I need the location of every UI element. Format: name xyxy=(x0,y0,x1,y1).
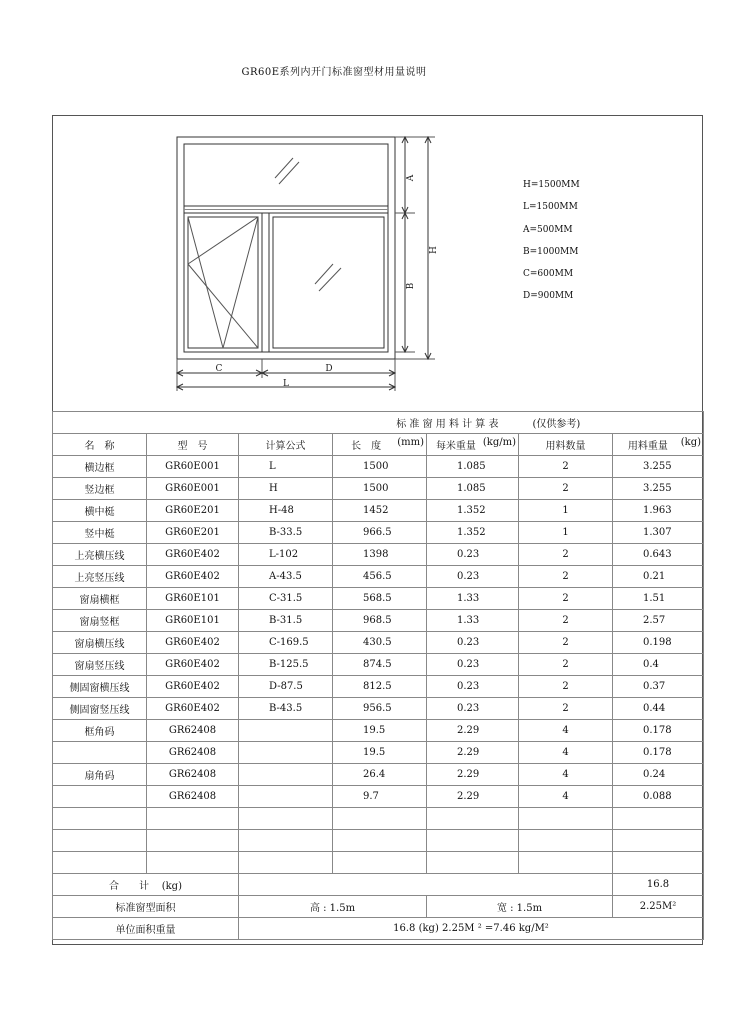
header-length-unit: (mm) xyxy=(397,437,424,448)
cell-qty: 4 xyxy=(519,742,613,764)
spec-a: A=500MM xyxy=(523,224,573,235)
header-weight-label: 每米重量 xyxy=(435,441,476,452)
table-row xyxy=(53,786,704,808)
cell-model: GR62408 xyxy=(147,742,239,764)
cell-total: 0.088 xyxy=(613,786,704,808)
dim-label-a: A xyxy=(406,174,416,182)
cell-model: GR60E402 xyxy=(147,676,239,698)
header-formula: 计算公式 xyxy=(239,434,333,456)
cell-weight: 0.23 xyxy=(427,654,519,676)
blank-row xyxy=(53,852,704,874)
cell-formula xyxy=(239,742,333,764)
header-weight-unit: (kg/m) xyxy=(482,437,516,448)
cell-qty: 4 xyxy=(519,786,613,808)
area-width: 宽 : 1.5m xyxy=(427,896,613,918)
spec-b: B=1000MM xyxy=(523,246,579,257)
cell-weight: 1.33 xyxy=(427,588,519,610)
cell-model: GR60E402 xyxy=(147,544,239,566)
dim-label-b: B xyxy=(406,282,416,290)
header-total-label: 用料重量 xyxy=(627,441,668,452)
cell-length: 812.5 xyxy=(333,676,427,698)
cell-name: 扇角码 xyxy=(53,764,147,786)
cell-formula: H-48 xyxy=(239,500,333,522)
cell-weight: 1.352 xyxy=(427,500,519,522)
window-drawing xyxy=(53,116,704,412)
cell-formula xyxy=(239,764,333,786)
blank-row xyxy=(53,830,704,852)
cell-model: GR60E402 xyxy=(147,566,239,588)
unit-weight-label: 单位面积重量 xyxy=(53,918,239,940)
total-unit: (kg) xyxy=(161,881,182,892)
cell-weight: 0.23 xyxy=(427,544,519,566)
cell-name: 竖边框 xyxy=(53,478,147,500)
cell-qty: 2 xyxy=(519,544,613,566)
unit-weight-value: 16.8 (kg) 2.25M ² =7.46 kg/M² xyxy=(239,918,704,940)
table-note: (仅供参考) xyxy=(519,412,704,434)
cell-total: 0.178 xyxy=(613,720,704,742)
cell-length: 1500 xyxy=(333,456,427,478)
header-total-unit: (kg) xyxy=(680,437,701,448)
cell-weight: 0.23 xyxy=(427,632,519,654)
header-model: 型 号 xyxy=(147,434,239,456)
header-weight xyxy=(427,434,519,456)
table-row xyxy=(53,654,704,676)
table-row xyxy=(53,610,704,632)
cell-total: 1.51 xyxy=(613,588,704,610)
cell-model: GR62408 xyxy=(147,786,239,808)
cell-total: 0.44 xyxy=(613,698,704,720)
document-frame xyxy=(52,115,703,945)
cell-qty: 2 xyxy=(519,698,613,720)
cell-model: GR60E101 xyxy=(147,588,239,610)
cell-weight: 2.29 xyxy=(427,742,519,764)
document-title: GR60E系列内开门标准窗型材用量说明 xyxy=(241,67,427,78)
cell-formula: L xyxy=(239,456,333,478)
outer-frame xyxy=(177,137,395,359)
cell-length: 874.5 xyxy=(333,654,427,676)
cell-model: GR60E001 xyxy=(147,456,239,478)
unit-weight-row xyxy=(53,918,704,940)
table-row xyxy=(53,500,704,522)
cell-total: 0.37 xyxy=(613,676,704,698)
cell-length: 966.5 xyxy=(333,522,427,544)
dimension-specs xyxy=(523,174,580,308)
cell-formula: L-102 xyxy=(239,544,333,566)
table-row xyxy=(53,676,704,698)
table-row xyxy=(53,720,704,742)
cell-name: 横中梃 xyxy=(53,500,147,522)
total-row xyxy=(53,874,704,896)
area-value: 2.25M² xyxy=(613,896,704,918)
cell-qty: 2 xyxy=(519,456,613,478)
spec-l: L=1500MM xyxy=(523,202,578,213)
cell-name: 侧固窗竖压线 xyxy=(53,698,147,720)
cell-weight: 0.23 xyxy=(427,698,519,720)
cell-length: 568.5 xyxy=(333,588,427,610)
table-row xyxy=(53,588,704,610)
inner-frame xyxy=(184,144,388,352)
cell-length: 19.5 xyxy=(333,742,427,764)
cell-total: 0.178 xyxy=(613,742,704,764)
cell-formula: B-31.5 xyxy=(239,610,333,632)
cell-total: 0.24 xyxy=(613,764,704,786)
cell-formula: D-87.5 xyxy=(239,676,333,698)
cell-qty: 2 xyxy=(519,676,613,698)
cell-formula: C-169.5 xyxy=(239,632,333,654)
cell-formula: B-43.5 xyxy=(239,698,333,720)
cell-qty: 2 xyxy=(519,588,613,610)
cell-formula xyxy=(239,786,333,808)
header-qty: 用料数量 xyxy=(519,434,613,456)
table-row xyxy=(53,632,704,654)
cell-name: 窗扇竖框 xyxy=(53,610,147,632)
spec-h: H=1500MM xyxy=(523,180,580,190)
cell-total: 2.57 xyxy=(613,610,704,632)
cell-length: 9.7 xyxy=(333,786,427,808)
dim-label-d: D xyxy=(325,364,333,374)
cell-model: GR60E402 xyxy=(147,698,239,720)
table-title-row xyxy=(53,412,704,434)
table-row xyxy=(53,698,704,720)
cell-name: 窗扇横压线 xyxy=(53,632,147,654)
table-row xyxy=(53,544,704,566)
cell-length: 19.5 xyxy=(333,720,427,742)
cell-model: GR60E402 xyxy=(147,632,239,654)
cell-model: GR60E001 xyxy=(147,478,239,500)
header-length-label: 长 度 xyxy=(351,441,382,452)
dim-label-l: L xyxy=(283,379,289,389)
dim-label-c: C xyxy=(215,364,223,374)
total-value: 16.8 xyxy=(613,874,704,896)
cell-model: GR60E101 xyxy=(147,610,239,632)
cell-length: 26.4 xyxy=(333,764,427,786)
cell-formula: H xyxy=(239,478,333,500)
cell-total: 0.21 xyxy=(613,566,704,588)
cell-weight: 0.23 xyxy=(427,676,519,698)
cell-total: 3.255 xyxy=(613,478,704,500)
header-length xyxy=(333,434,427,456)
cell-model: GR62408 xyxy=(147,720,239,742)
area-label: 标准窗型面积 xyxy=(53,896,239,918)
cell-length: 956.5 xyxy=(333,698,427,720)
cell-total: 0.643 xyxy=(613,544,704,566)
cell-weight: 2.29 xyxy=(427,786,519,808)
cell-model: GR60E402 xyxy=(147,654,239,676)
cell-total: 1.307 xyxy=(613,522,704,544)
cell-length: 1452 xyxy=(333,500,427,522)
header-name: 名 称 xyxy=(53,434,147,456)
cell-weight: 0.23 xyxy=(427,566,519,588)
cell-length: 456.5 xyxy=(333,566,427,588)
cell-length: 430.5 xyxy=(333,632,427,654)
cell-name: 窗扇横框 xyxy=(53,588,147,610)
cell-length: 1500 xyxy=(333,478,427,500)
table-row xyxy=(53,478,704,500)
cell-model: GR62408 xyxy=(147,764,239,786)
cell-weight: 1.33 xyxy=(427,610,519,632)
cell-total: 1.963 xyxy=(613,500,704,522)
cell-qty: 2 xyxy=(519,566,613,588)
cell-total: 3.255 xyxy=(613,456,704,478)
table-row xyxy=(53,456,704,478)
cell-length: 1398 xyxy=(333,544,427,566)
cell-formula xyxy=(239,720,333,742)
table-row xyxy=(53,566,704,588)
cell-name xyxy=(53,786,147,808)
cell-qty: 1 xyxy=(519,500,613,522)
blank-row xyxy=(53,808,704,830)
area-row xyxy=(53,896,704,918)
material-calculation-table xyxy=(52,411,704,940)
cell-name: 框角码 xyxy=(53,720,147,742)
table-body xyxy=(53,456,704,808)
table-header-row xyxy=(53,434,704,456)
cell-name: 上亮竖压线 xyxy=(53,566,147,588)
cell-model: GR60E201 xyxy=(147,522,239,544)
area-height: 高 : 1.5m xyxy=(239,896,427,918)
casement-sash xyxy=(184,213,262,352)
cell-qty: 2 xyxy=(519,632,613,654)
dim-label-h: H xyxy=(429,246,439,254)
cell-qty: 2 xyxy=(519,610,613,632)
cell-formula: B-33.5 xyxy=(239,522,333,544)
cell-weight: 1.352 xyxy=(427,522,519,544)
cell-qty: 2 xyxy=(519,654,613,676)
cell-model: GR60E201 xyxy=(147,500,239,522)
table-title: 标 准 窗 用 料 计 算 表 xyxy=(53,412,519,434)
cell-qty: 4 xyxy=(519,720,613,742)
cell-name: 侧固窗横压线 xyxy=(53,676,147,698)
cell-weight: 2.29 xyxy=(427,764,519,786)
cell-qty: 1 xyxy=(519,522,613,544)
cell-total: 0.198 xyxy=(613,632,704,654)
table-row xyxy=(53,764,704,786)
cell-name: 窗扇竖压线 xyxy=(53,654,147,676)
cell-name xyxy=(53,742,147,764)
spec-d: D=900MM xyxy=(523,291,574,302)
cell-qty: 4 xyxy=(519,764,613,786)
cell-total: 0.4 xyxy=(613,654,704,676)
cell-formula: C-31.5 xyxy=(239,588,333,610)
total-label: 合 计 xyxy=(109,881,149,892)
cell-formula: B-125.5 xyxy=(239,654,333,676)
table-row xyxy=(53,742,704,764)
cell-name: 竖中梃 xyxy=(53,522,147,544)
cell-name: 横边框 xyxy=(53,456,147,478)
table-row xyxy=(53,522,704,544)
cell-weight: 1.085 xyxy=(427,478,519,500)
total-label-cell xyxy=(53,874,239,896)
cell-name: 上亮横压线 xyxy=(53,544,147,566)
cell-weight: 1.085 xyxy=(427,456,519,478)
cell-formula: A-43.5 xyxy=(239,566,333,588)
header-total xyxy=(613,434,704,456)
window-elevation-svg xyxy=(53,116,704,412)
cell-qty: 2 xyxy=(519,478,613,500)
cell-length: 968.5 xyxy=(333,610,427,632)
spec-c: C=600MM xyxy=(523,269,574,280)
cell-weight: 2.29 xyxy=(427,720,519,742)
